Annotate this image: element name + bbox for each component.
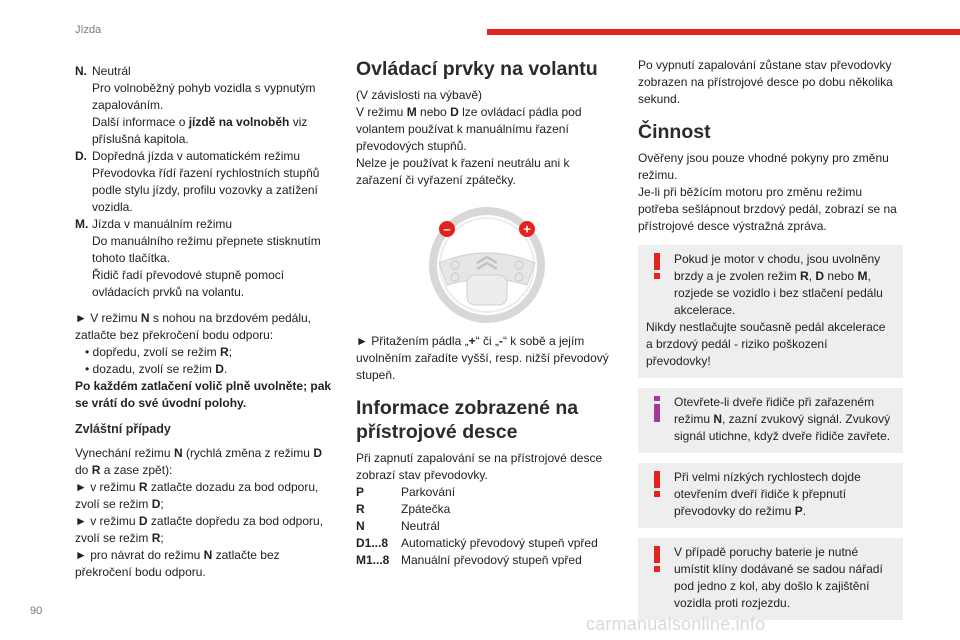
steering-wheel-icon	[417, 203, 557, 323]
column-1	[75, 63, 337, 581]
paddle-instruction: ► Přitažením pádla „+“ či „-“ k sobě a jejím uvolněním zařadíte vyšší, resp. nižší převodový stupeň.	[356, 334, 609, 382]
warning-icon	[648, 546, 666, 572]
step-instruction: ► V režimu N s nohou na brzdovém pedálu, zatlačte bez překročení bodu odporu:	[75, 311, 312, 342]
warning-box-1: Pokud je motor v chodu, jsou uvolněny brzdy a je zvolen režim R, D nebo M, rozjede se vozidlo i bez stlačení pedálu akcelerace. Nikdy nestlačujte současně pedál akcelerace a brzdový pedál - riziko poškození převodovky!	[638, 245, 903, 378]
paddles-restriction: Nelze je používat k řazení neutrálu ani k zařazení či vyřazení zpátečky.	[356, 156, 570, 187]
warning-icon	[648, 471, 666, 497]
mode-d	[75, 148, 337, 216]
warning-text: V případě poruchy baterie je nutné umístit klíny dodávané se sadou nářadí pod jedno z kol, aby došlo k zajištění vozidla proti rozjezdu.	[674, 545, 883, 610]
watermark: carmanualsonline.info	[586, 614, 766, 634]
mode-desc: Řidič řadí převodové stupně pomocí ovládacích prvků na volantu.	[92, 268, 285, 299]
mode-title: Jízda v manuálním režimu	[92, 217, 233, 231]
info-icon	[648, 396, 666, 422]
mode-n	[75, 63, 337, 148]
special-case-step: ► v režimu D zatlačte dopředu za bod odporu, zvolí se režim R;	[75, 514, 324, 545]
paddle-minus-label: –	[443, 221, 451, 237]
operation-heading: Činnost	[638, 121, 711, 143]
mode-m	[75, 216, 337, 301]
gear-row: N Neutrál	[356, 519, 440, 533]
mode-title: Neutrál	[92, 64, 131, 78]
mode-desc: Do manuálního režimu přepnete stisknutím tohoto tlačítka.	[92, 234, 321, 265]
dashboard-info-heading: Informace zobrazené na přístrojové desce	[356, 397, 579, 443]
operation-text: Je-li při běžícím motoru pro změnu režimu potřeba sešlápnout brzdový pedál, zobrazí se na přístrojové desce výstražná zpráva.	[638, 185, 897, 233]
column-2	[356, 57, 618, 569]
steering-wheel-illustration	[356, 203, 618, 323]
mode-key: D.	[75, 149, 87, 163]
gear-row: M1...8 Manuální převodový stupeň vpřed	[356, 553, 582, 567]
info-box: Otevřete-li dveře řidiče při zařazeném režimu N, zazní zvukový signál. Zvukový signál utichne, když dveře řidiče zavřete.	[638, 388, 903, 453]
equipment-note: (V závislosti na výbavě)	[356, 88, 483, 102]
dashboard-info-text: Při zapnutí zapalování se na přístrojové desce zobrazí stav převodovky.	[356, 451, 603, 482]
mode-desc: Převodovka řídí řazení rychlostních stupňů podle stylu jízdy, profilu vozovky a zatížení vozidla.	[92, 166, 320, 214]
paddles-usage: V režimu M nebo D lze ovládací pádla pod volantem používat k manuálnímu řazení převodových stupňů.	[356, 105, 582, 153]
page-number: 90	[30, 605, 43, 617]
special-case-text: Vynechání režimu N (rychlá změna z režimu D do R a zase zpět):	[75, 446, 322, 477]
release-note: Po každém zatlačení volič plně uvolněte; pak se vrátí do své úvodní polohy.	[75, 379, 332, 410]
warning-box-2: Při velmi nízkých rychlostech dojde otevřením dveří řidiče k přepnutí převodovky do režimu P.	[638, 463, 903, 528]
special-cases-heading: Zvláštní případy	[75, 422, 171, 436]
operation-text: Ověřeny jsou pouze vhodné pokyny pro změnu režimu.	[638, 151, 889, 182]
bullet-forward: • dopředu, zvolí se režim R;	[85, 345, 232, 359]
mode-title: Dopředná jízda v automatickém režimu	[92, 149, 301, 163]
paddle-plus-label: +	[523, 221, 531, 237]
gear-row: R Zpátečka	[356, 502, 451, 516]
mode-key: M.	[75, 217, 89, 231]
special-case-step: ► v režimu R zatlačte dozadu za bod odporu, zvolí se režim D;	[75, 480, 319, 511]
mode-key: N.	[75, 64, 87, 78]
bullet-backward: • dozadu, zvolí se režim D.	[85, 362, 228, 376]
header-accent-bar	[487, 29, 960, 35]
steering-controls-heading: Ovládací prvky na volantu	[356, 58, 598, 80]
mode-desc: Pro volnoběžný pohyb vozidla s vypnutým zapalováním.	[92, 81, 316, 112]
special-case-step: ► pro návrat do režimu N zatlačte bez překročení bodu odporu.	[75, 548, 280, 579]
warning-text: Nikdy nestlačujte současně pedál akcelerace a brzdový pedál - riziko poškození převodovky!	[646, 320, 886, 368]
warning-box-3	[638, 538, 903, 620]
mode-extra: Další informace o jízdě na volnoběh viz příslušná kapitola.	[92, 115, 308, 146]
gear-row: P Parkování	[356, 485, 456, 499]
ignition-off-text: Po vypnutí zapalování zůstane stav převodovky zobrazen na přístrojové desce po dobu několika sekund.	[638, 58, 893, 106]
gear-row: D1...8 Automatický převodový stupeň vpřed	[356, 536, 598, 550]
column-3	[638, 57, 903, 620]
header-section: Jízda	[75, 24, 102, 36]
warning-icon	[648, 253, 666, 279]
gear-table	[356, 484, 618, 569]
